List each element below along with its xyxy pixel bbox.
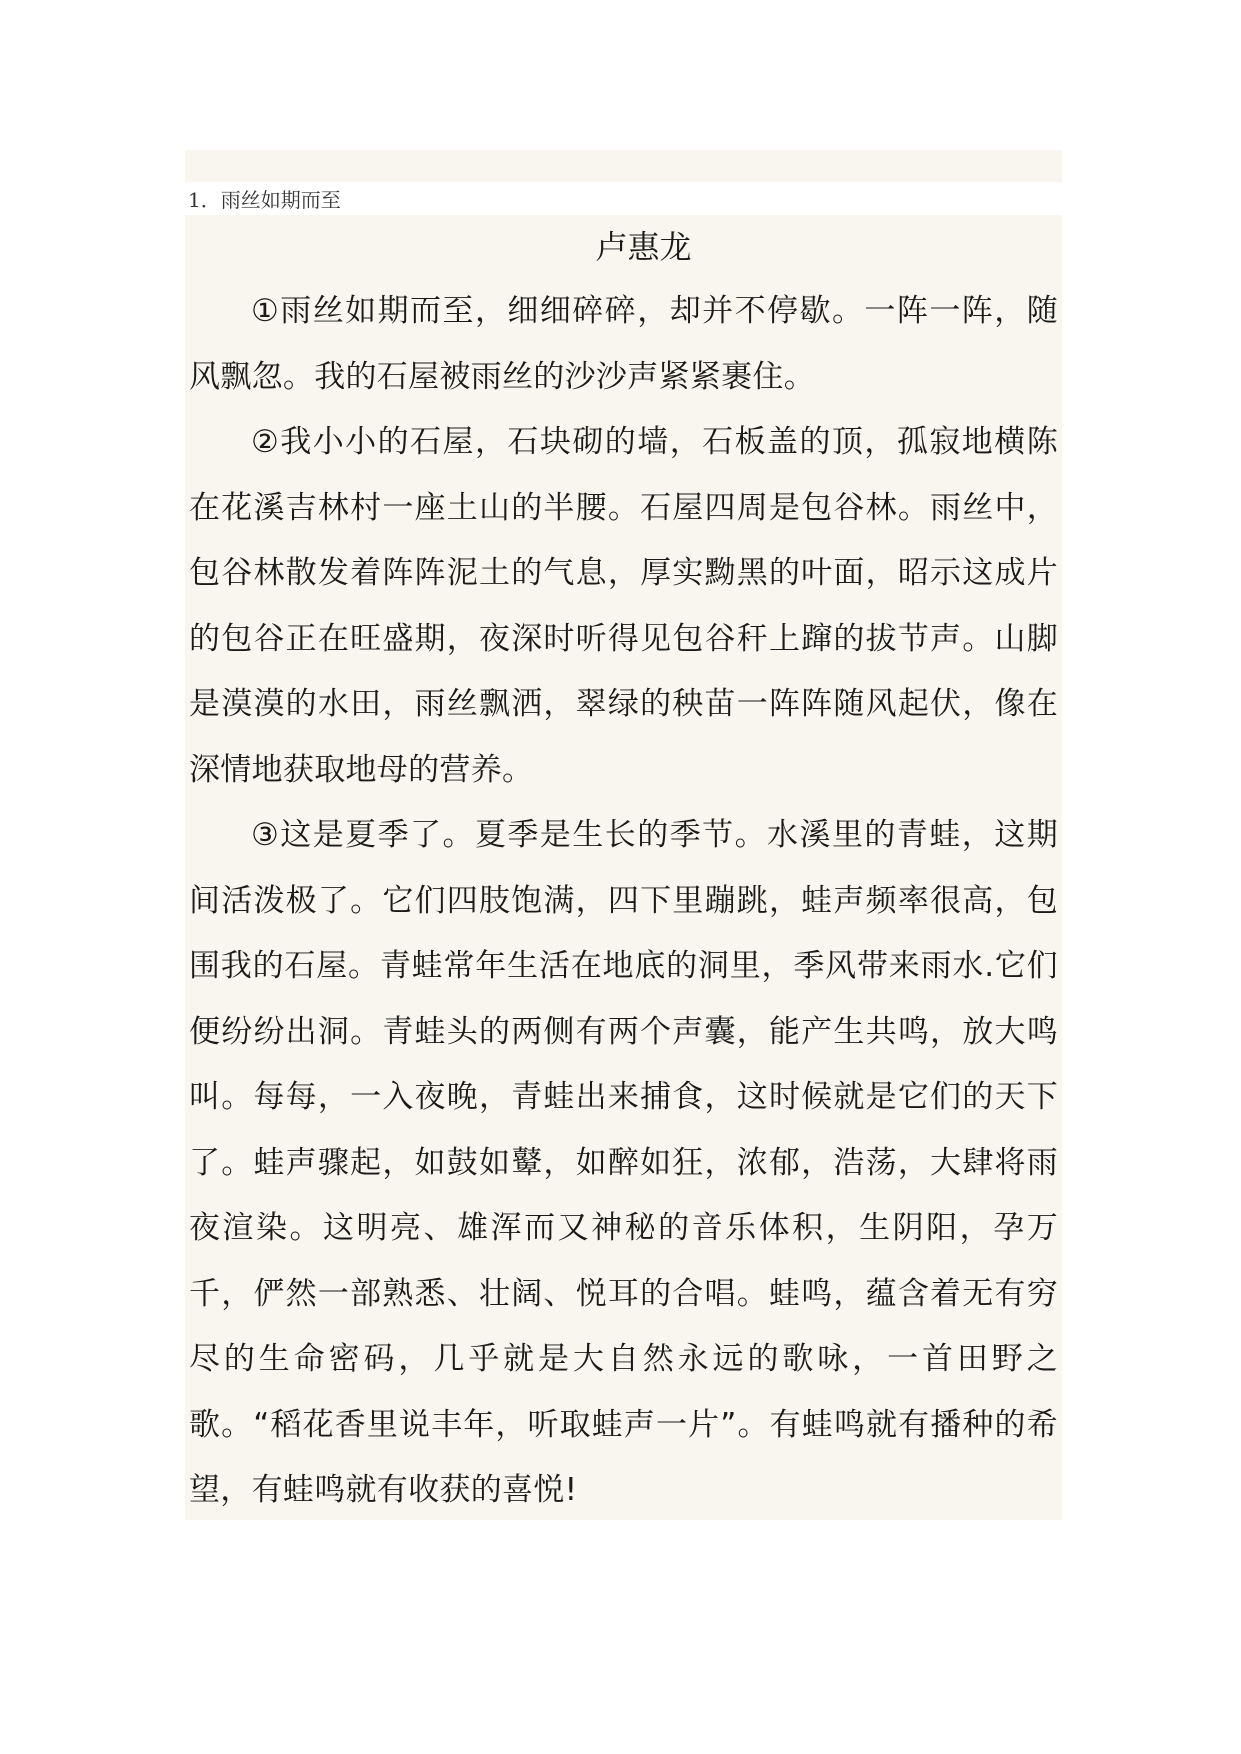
article-body [185,215,1062,1520]
paragraph-1: ①雨丝如期而至，细细碎碎，却并不停歇。一阵一阵，随风飘忽。我的石屋被雨丝的沙沙声紧紧裹住。 [189,293,1058,395]
question-heading: 1．雨丝如期而至 [188,188,341,212]
top-highlight-band [185,150,1062,182]
author-name: 卢惠龙 [595,228,692,266]
paragraph-3: ③这是夏季了。夏季是生长的季节。水溪里的青蛙，这期间活泼极了。它们四肢饱满，四下里蹦跳，蛙声频率很高，包围我的石屋。青蛙常年生活在地底的洞里，季风带来雨水.它们便纷纷出洞。青蛙头的两侧有两个声囊，能产生共鸣，放大鸣叫。每每，一入夜晚，青蛙出来捕食，这时候就是它们的天下了。蛙声骤起，如鼓如鼙，如醉如狂，浓郁，浩荡，大肆将雨夜渲染。这明亮、雄浑而又神秘的音乐体积，生阴阳，孕万千，俨然一部熟悉、壮阔、悦耳的合唱。蛙鸣，蕴含着无有穷尽的生命密码，几乎就是大自然永远的歌咏，一首田野之歌。“稻花香里说丰年，听取蛙声一片”。有蛙鸣就有播种的希望，有蛙鸣就有收获的喜悦! [189,817,1058,1508]
paragraph-2: ②我小小的石屋，石块砌的墙，石板盖的顶，孤寂地横陈在花溪吉林村一座土山的半腰。石屋四周是包谷林。雨丝中，包谷林散发着阵阵泥土的气息，厚实黝黑的叶面，昭示这成片的包谷正在旺盛期，夜深时听得见包谷秆上蹿的拔节声。山脚是漠漠的水田，雨丝飘洒，翠绿的秧苗一阵阵随风起伏，像在深情地获取地母的营养。 [189,424,1058,788]
